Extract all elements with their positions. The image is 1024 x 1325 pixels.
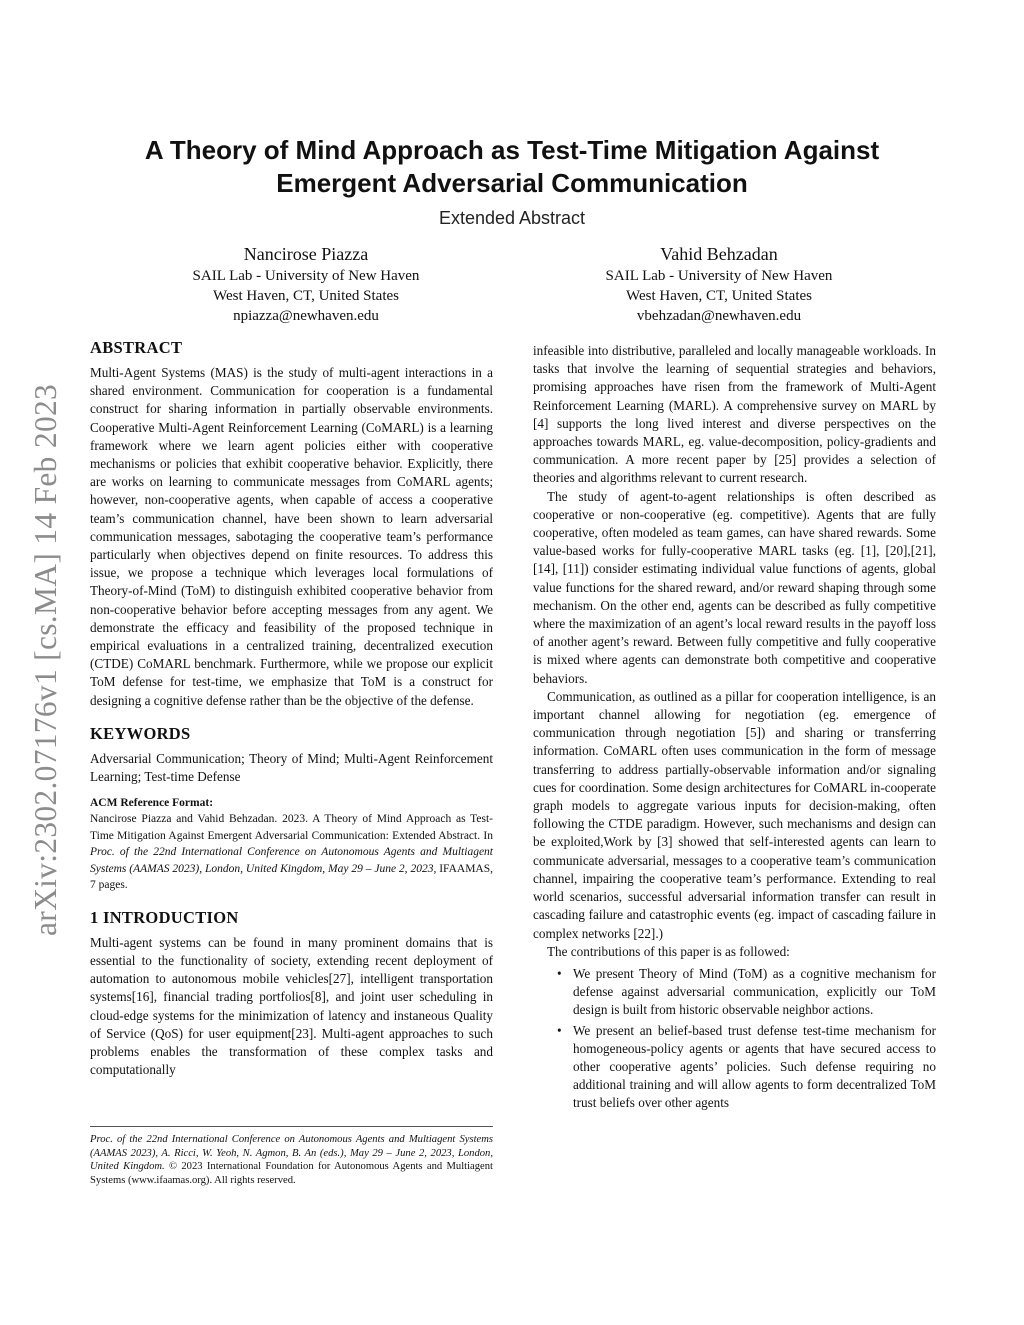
paper-subtitle: Extended Abstract (438, 208, 586, 228)
author-block-1 (136, 242, 476, 326)
list-item-text: We present an belief-based trust defense test-time mechanism for homogeneous-policy agents or agents that have secured access to other cooperative agents’ policies. Such defense requiring no additional training and will allow agents to form decentralized ToM trust beliefs over other agents (573, 1022, 936, 1111)
list-item (533, 1022, 936, 1113)
acm-reference-end: IFAAMAS, 7 pages. (90, 862, 493, 892)
abstract-text: Multi-Agent Systems (MAS) is the study of multi-agent interactions in a shared environment. Communication for cooperation is a fundamental construct for sharing information in partially observable environments. Cooperative Multi-Agent Reinforcement Learning (CoMARL) is a learning framework where we learn agent policies either with cooperative mechanisms or policies that exhibit cooperative behavior. Explicitly, there are works on learning to communicate messages from CoMARL agents; however, non-cooperative agents, when capable of access a cooperative team’s communication channel, have been shown to learn adversarial communication messages, sabotaging the cooperative team’s performance particularly when objectives depend on finite resources. To address this issue, we propose a technique which leverages local formulations of Theory-of-Mind (ToM) to distinguish exhibited cooperative behavior from non-cooperative behavior before accepting messages from any agent. We demonstrate the efficacy and feasibility of the proposed technique in empirical evaluations in a centralized training, decentralized execution (CTDE) CoMARL benchmark. Furthermore, while we propose our explicit ToM defense for test-time, we emphasize that ToM is a construct for designing a cognitive defense rather than be the objective of the defense. (90, 365, 493, 708)
author-email: vbehzadan@newhaven.edu (636, 308, 802, 324)
introduction-text: Multi-agent systems can be found in many prominent domains that is essential to the functionality of society, extending recent deployment of automation to autonomous mobile vehicles[27], intelligent transportation systems[16], financial trading portfolios[8], and joint user scheduling in cloud-edge systems for the minimization of latency and instaneous Quality of Service (QoS) for user equipment[23]. Multi-agent approaches to such problems enables the transformation of these complex tasks and computationally (90, 934, 493, 1078)
contributions-list (533, 965, 936, 1113)
keywords-heading: KEYWORDS (90, 723, 191, 743)
title-line-1: A Theory of Mind Approach as Test-Time Mitigation Against (144, 135, 880, 165)
acm-reference-plain: Nancirose Piazza and Vahid Behzadan. 2023. A Theory of Mind Approach as Test-Time Mitigation Against Emergent Adversarial Communication: Extended Abstract. In (90, 813, 493, 842)
right-column (533, 342, 936, 1115)
title-line-2: Emergent Adversarial Communication (276, 168, 748, 198)
author-name: Nancirose Piazza (243, 244, 369, 264)
keywords-text: Adversarial Communication; Theory of Mind; Multi-Agent Reinforcement Learning; Test-time Defense (90, 750, 493, 785)
arxiv-watermark: arXiv:2302.07176v1 [cs.MA] 14 Feb 2023 (28, 383, 63, 936)
author-name: Vahid Behzadan (660, 244, 778, 264)
author-location: West Haven, CT, United States (626, 288, 812, 304)
bullet-icon: • (557, 1022, 562, 1038)
list-item-text: We present Theory of Mind (ToM) as a cognitive mechanism for defense against adversarial communication, explicitly our ToM design is built from historic observable neighbor actions. (573, 965, 936, 1018)
footnote-italic: Proc. of the 22nd International Conference on Autonomous Agents and Multiagent Systems (AAMAS 2023), A. Ricci, W. Yeoh, N. Agmon, B. An (eds.), May 29 – June 2, 2023, London, United Kingdom. (90, 1134, 493, 1173)
right-paragraph-2: The study of agent-to-agent relationships is often described as cooperative or non-cooperative (eg. competitive). Agents that are fully cooperative, often modeled as team games, can have shared rewards. Some value-based works for fully-cooperative MARL tasks (eg. [1], [20],[21], [14], [11]) consider estimating individual value functions of agents, global value functions for the shared reward, and/or reward shaping through some mechanism. On the other end, agents can be described as fully competitive where the maximization of an agent’s local reward results in the payoff loss of another agent’s reward. Between fully competitive and fully cooperative is mixed where agents can demonstrate both competitive and cooperative behaviors. (533, 488, 936, 686)
introduction-heading: 1 INTRODUCTION (90, 907, 239, 927)
left-column (90, 338, 493, 1079)
right-paragraph-4: The contributions of this paper is as followed: (547, 943, 790, 959)
footnote-plain: © 2023 International Foundation for Autonomous Agents and Multiagent Systems (www.ifaamas.org). All rights reserved. (90, 1161, 494, 1186)
right-paragraph-3: Communication, as outlined as a pillar for cooperation intelligence, is an important channel allowing for negotiation (eg. emergence of communication through negotiation [5]) and sharing or transferring information. CoMARL often uses communication in the form of message transferring to address partially-observable information and/or signaling cues for coordination. Some design architectures for CoMARL in-cooperate graph models to aggregate various inputs for decision-making, often following the CTDE paradigm. However, such mechanisms and design can be exploited,Work by [3] showed that self-interested agents can learn to communicate adversarial, messages to a cooperative team’s communication channel, impairing the cooperative team’s performance. Extending to real world scenarios, successful adversarial information transfer can result in cascading failure and catastrophic events (eg. impact of cascading failure in complex networks [22].) (533, 688, 936, 941)
acm-reference-heading: ACM Reference Format: (90, 797, 214, 810)
acm-reference-italic: Proc. of the 22nd International Conference on Autonomous Agents and Multiagent Systems (AAMAS 2023), London, United Kingdom, May 29 – June 2, 2023, (90, 846, 493, 875)
bullet-icon: • (557, 965, 562, 981)
footnote (90, 1126, 493, 1187)
right-paragraph-1: infeasible into distributive, paralleled and locally manageable workloads. In tasks that involve the learning of sequential strategies and behaviors, promising approaches have risen from the framework of Multi-Agent Reinforcement Learning (MARL). A comprehensive survey on MARL by [4] supports the long lived interest and diverse perspectives on the approaches towards MARL, eg. value-decomposition, policy-gradients and communication. A more recent paper by [25] provides a selection of theories and algorithms relevant to current research. (533, 343, 936, 486)
paper-title (80, 134, 944, 200)
author-location: West Haven, CT, United States (213, 288, 399, 304)
author-block-2 (549, 242, 889, 326)
acm-reference-text (90, 811, 493, 894)
author-email: npiazza@newhaven.edu (233, 308, 379, 324)
author-affiliation: SAIL Lab - University of New Haven (192, 268, 420, 284)
abstract-heading: ABSTRACT (90, 338, 183, 357)
list-item (533, 965, 936, 1020)
author-affiliation: SAIL Lab - University of New Haven (605, 268, 833, 284)
